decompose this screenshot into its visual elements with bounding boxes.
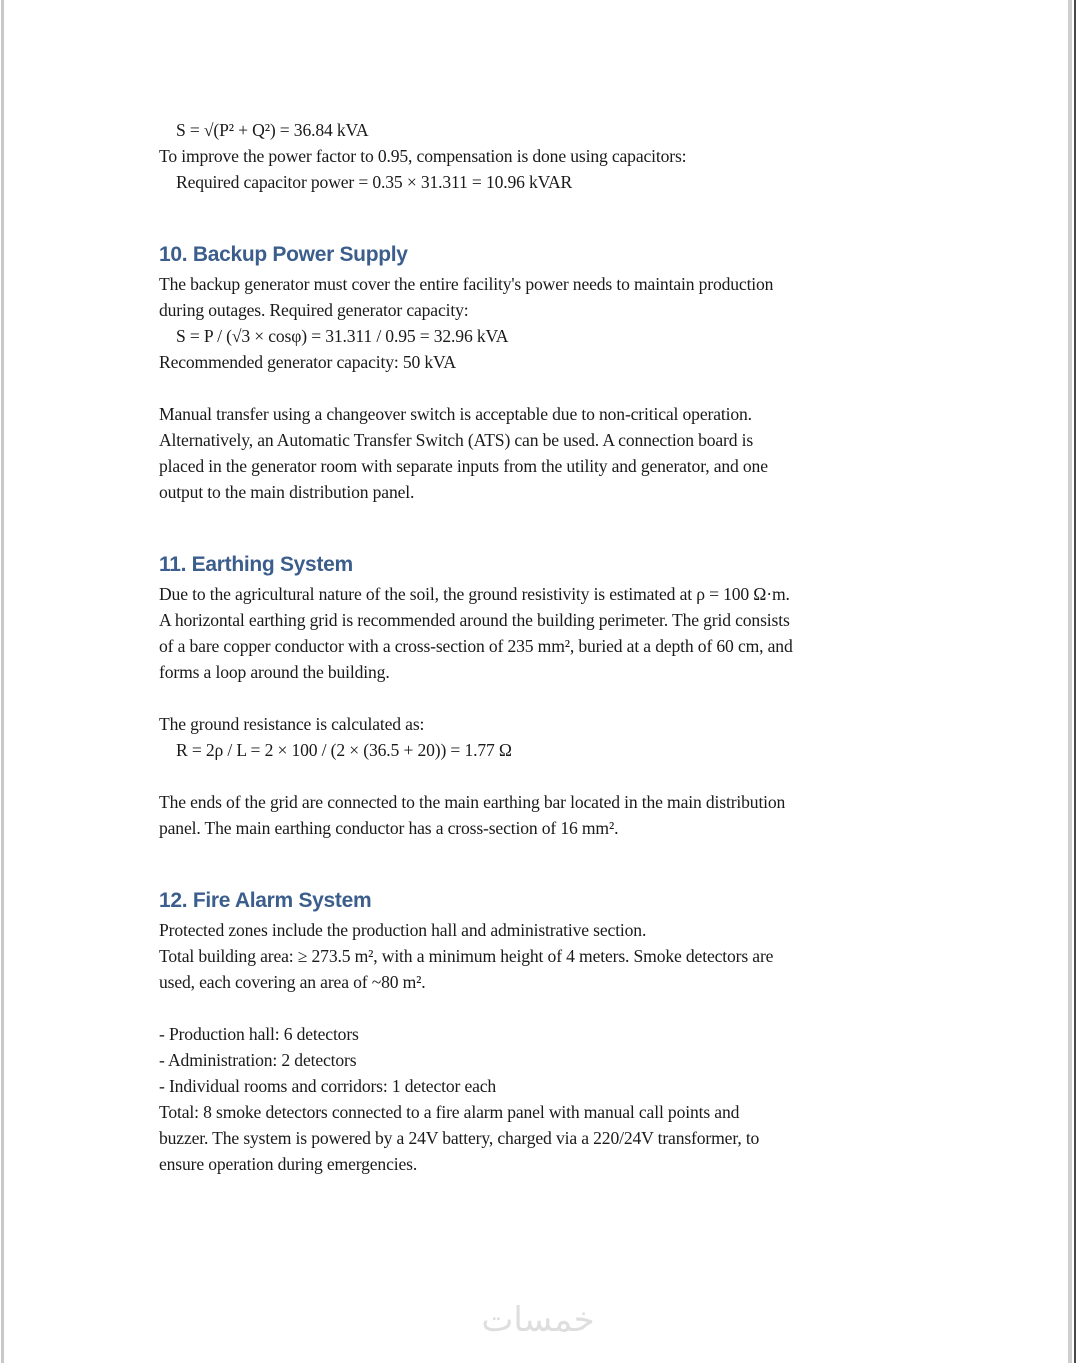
section-earthing [159, 551, 929, 841]
detector-list-item: - Production hall: 6 detectors [159, 1024, 359, 1044]
page-left-edge [1, 0, 4, 1363]
paragraph-line: A horizontal earthing grid is recommended around the building perimeter. The grid consists [159, 610, 790, 630]
paragraph-line: Due to the agricultural nature of the soil, the ground resistivity is estimated at ρ = 100 Ω·m. [159, 584, 790, 604]
pf-improvement-text: To improve the power factor to 0.95, compensation is done using capacitors: [159, 146, 687, 166]
generator-formula: S = P / (√3 × cosφ) = 31.311 / 0.95 = 32.96 kVA [176, 326, 509, 346]
paragraph-line: during outages. Required generator capacity: [159, 300, 469, 320]
paragraph-line: of a bare copper conductor with a cross-section of 235 mm², buried at a depth of 60 cm, and [159, 636, 793, 656]
paragraph-line: The backup generator must cover the entire facility's power needs to maintain production [159, 274, 774, 294]
paragraph-line: Total building area: ≥ 273.5 m², with a minimum height of 4 meters. Smoke detectors are [159, 946, 774, 966]
recommended-capacity: Recommended generator capacity: 50 kVA [159, 352, 456, 372]
paragraph-line: The ground resistance is calculated as: [159, 714, 425, 734]
paragraph-line: Alternatively, an Automatic Transfer Switch (ATS) can be used. A connection board is [159, 430, 754, 450]
section-fire-alarm [159, 887, 929, 1177]
page-right-edge [1068, 0, 1072, 1363]
paragraph-line: buzzer. The system is powered by a 24V battery, charged via a 220/24V transformer, to [159, 1128, 760, 1148]
paragraph-line: Protected zones include the production hall and administrative section. [159, 920, 647, 940]
paragraph-line: forms a loop around the building. [159, 662, 390, 682]
detector-list-item: - Administration: 2 detectors [159, 1050, 357, 1070]
document-page [159, 117, 929, 1177]
paragraph-line: panel. The main earthing conductor has a cross-section of 16 mm². [159, 818, 619, 838]
paragraph-line: ensure operation during emergencies. [159, 1154, 418, 1174]
section-heading: 10. Backup Power Supply [159, 243, 408, 266]
paragraph-line: placed in the generator room with separate inputs from the utility and generator, and one [159, 456, 768, 476]
window-right-border [1074, 0, 1076, 1363]
paragraph-line: output to the main distribution panel. [159, 482, 415, 502]
paragraph-line: Total: 8 smoke detectors connected to a fire alarm panel with manual call points and [159, 1102, 740, 1122]
watermark-logo: خمسات [481, 1300, 595, 1340]
section-backup-power [159, 241, 929, 505]
intro-block [159, 117, 929, 195]
apparent-power-formula: S = √(P² + Q²) = 36.84 kVA [176, 120, 369, 140]
capacitor-power-formula: Required capacitor power = 0.35 × 31.311 = 10.96 kVAR [176, 172, 573, 192]
resistance-formula: R = 2ρ / L = 2 × 100 / (2 × (36.5 + 20)) = 1.77 Ω [176, 740, 512, 760]
paragraph-line: Manual transfer using a changeover switch is acceptable due to non-critical operation. [159, 404, 752, 424]
section-heading: 11. Earthing System [159, 553, 353, 576]
paragraph-line: used, each covering an area of ~80 m². [159, 972, 426, 992]
paragraph-line: The ends of the grid are connected to the main earthing bar located in the main distribution [159, 792, 786, 812]
section-heading: 12. Fire Alarm System [159, 889, 372, 912]
detector-list-item: - Individual rooms and corridors: 1 detector each [159, 1076, 497, 1096]
